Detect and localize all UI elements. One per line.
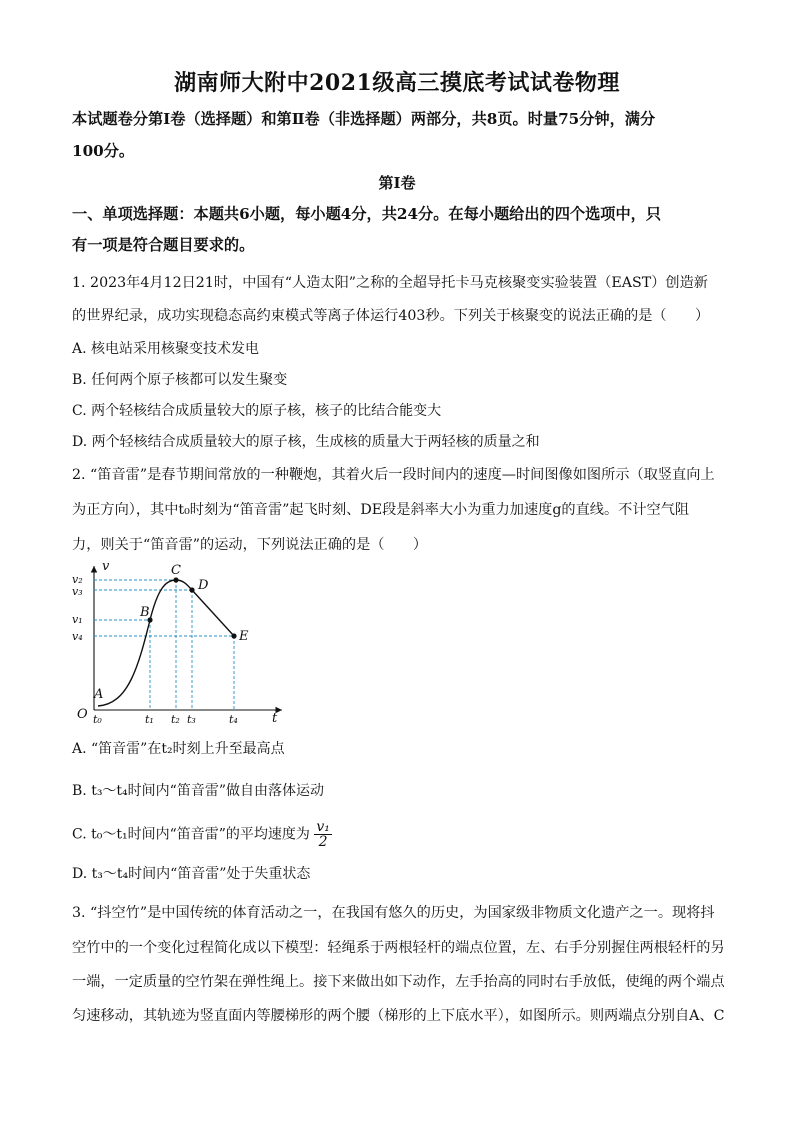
q3-stem-line-4: 匀速移动，其轨迹为竖直面内等腰梯形的两个腰（梯形的上下底水平），如图所示。则两端点分别自A、C (72, 1008, 725, 1024)
point-b-label: B (140, 605, 150, 620)
section-heading-line-1: 一、单项选择题：本题共6小题，每小题4分，共24分。在每小题给出的四个选项中，只 (72, 205, 662, 223)
fraction-denominator: 2 (318, 834, 328, 850)
guide-lines (94, 580, 234, 710)
fraction-numerator: v₁ (316, 819, 330, 835)
origin-label: O (77, 707, 88, 722)
q1-option-a: A. 核电站采用核聚变技术发电 (72, 341, 260, 357)
point-e-label: E (239, 629, 249, 644)
q1-option-b: B. 任何两个原子核都可以发生聚变 (72, 372, 288, 388)
t2-tick-label: t₂ (171, 713, 180, 726)
vt-curve (98, 580, 234, 706)
q1-stem-line-1: 1. 2023年4月12日21时，中国有“人造太阳”之称的全超导托卡马克核聚变实验装置（EAST）创造新 (72, 275, 708, 291)
intro-line-1: 本试题卷分第Ⅰ卷（选择题）和第Ⅱ卷（非选择题）两部分，共8页。时量75分钟，满分 (72, 110, 656, 128)
q2-option-d: D. t₃～t₄时间内“笛音雷”处于失重状态 (72, 866, 311, 882)
q2-option-c (72, 820, 332, 849)
intro-line-2: 100分。 (72, 142, 135, 160)
point-d-label: D (198, 578, 209, 593)
point-c (173, 577, 178, 582)
q2-option-c-text: C. t₀～t₁时间内“笛音雷”的平均速度为 (72, 826, 310, 843)
point-c-label: C (171, 563, 181, 578)
average-velocity-fraction (314, 820, 332, 849)
t-axis-label: t (272, 711, 278, 726)
q2-stem-line-2: 为正方向），其中t₀时刻为“笛音雷”起飞时刻、DE段是斜率大小为重力加速度g的直线。不计空气阻 (72, 502, 690, 518)
q2-stem-line-3: 力，则关于“笛音雷”的运动，下列说法正确的是（ ） (72, 537, 428, 553)
q3-stem-line-2: 空竹中的一个变化过程简化成以下模型：轻绳系于两根轻杆的端点位置，左、右手分别握住两根轻杆的另 (72, 940, 725, 956)
point-a-label: A (94, 687, 104, 702)
q1-option-c: C. 两个轻核结合成质量较大的原子核，核子的比结合能变大 (72, 403, 442, 419)
t4-tick-label: t₄ (229, 713, 238, 726)
q2-option-b: B. t₃～t₄时间内“笛音雷”做自由落体运动 (72, 783, 324, 799)
q1-stem-line-2: 的世界纪录，成功实现稳态高约束模式等离子体运行403秒。下列关于核聚变的说法正确的是（ ） (72, 308, 710, 324)
q3-stem-line-3: 一端，一定质量的空竹架在弹性绳上。接下来做出如下动作，左手抬高的同时右手放低，使绳的两个端点 (72, 974, 725, 990)
q1-option-d: D. 两个轻核结合成质量较大的原子核，生成核的质量大于两轻核的质量之和 (72, 434, 540, 450)
t3-tick-label: t₃ (187, 713, 196, 726)
page-title: 湖南师大附中2021级高三摸底考试试卷物理 (174, 70, 620, 96)
q2-option-a: A. “笛音雷”在t₂时刻上升至最高点 (72, 741, 285, 757)
v-axis-label: v (102, 559, 110, 574)
section-heading-line-2: 有一项是符合题目要求的。 (72, 236, 255, 254)
v2-tick-label: v₂ (72, 573, 83, 586)
point-d (189, 587, 194, 592)
t1-tick-label: t₁ (145, 713, 154, 726)
v4-tick-label: v₄ (72, 630, 83, 643)
v1-tick-label: v₁ (72, 613, 83, 626)
volume-title: 第Ⅰ卷 (378, 174, 416, 192)
v3-tick-label: v₃ (72, 585, 83, 598)
q2-stem-line-1: 2. “笛音雷”是春节期间常放的一种鞭炮，其着火后一段时间内的速度—时间图像如图所示（取竖直向上 (72, 467, 715, 483)
t0-tick-label: t₀ (93, 713, 102, 726)
q3-stem-line-1: 3. “抖空竹”是中国传统的体育活动之一，在我国有悠久的历史，为国家级非物质文化遗产之一。现将抖 (72, 905, 715, 921)
point-e (231, 633, 236, 638)
velocity-time-graph (66, 558, 296, 728)
